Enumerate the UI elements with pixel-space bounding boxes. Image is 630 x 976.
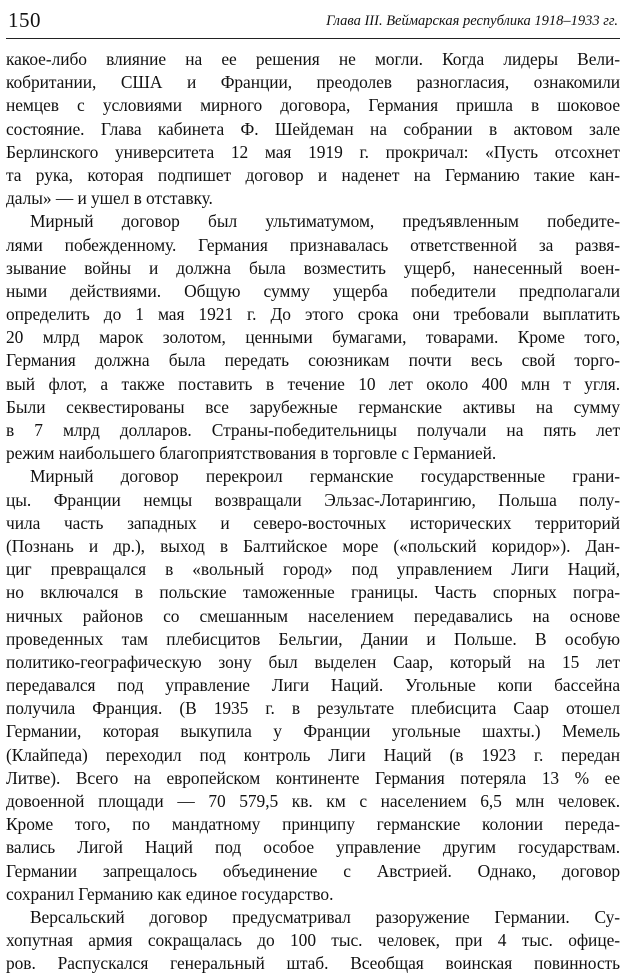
text-line: хопутная армия сокращалась до 100 тыс. человек, при 4 тыс. офице- (6, 930, 620, 951)
text-line: Мирный договор перекроил германские государственные грани- (30, 466, 620, 487)
text-line: передавался под управление Лиги Наций. Угольные копи бассейна (6, 675, 620, 696)
text-line: режим наибольшего благоприятствования в торговле с Германией. (6, 443, 497, 464)
text-line: лями побежденному. Германия признавалась ответственной за развя- (6, 234, 620, 255)
body-text (6, 48, 620, 976)
text-line: какое-либо влияние на ее решения не могли. Когда лидеры Вели- (6, 49, 620, 69)
text-line: кобритании, США и Франции, преодолев разногласия, ознакомили (6, 72, 620, 93)
text-line: Литве). Всего на европейском континенте Германия потеряла 13 % ее (6, 767, 620, 788)
text-line: определить до 1 мая 1921 г. До этого срока они требовали выплатить (6, 304, 620, 325)
text-line: вый флот, а также поставить в течение 10 лет около 400 млн т угля. (6, 373, 620, 394)
running-title: Глава III. Веймарская республика 1918–1933 гг. (326, 13, 618, 29)
text-line: в 7 млрд долларов. Страны-победительницы получали на пять лет (6, 420, 620, 440)
text-line: Германия должна была передать союзникам почти весь свой торго- (6, 350, 620, 371)
page-number: 150 (8, 8, 41, 32)
text-line: сохранил Германию как единое государство. (6, 883, 334, 904)
text-line: политико-географическую зону был выделен Саар, который на 15 лет (6, 651, 620, 672)
paragraph (6, 465, 620, 906)
text-line: зывание войны и должна была возместить ущерб, нанесенный воен- (6, 257, 620, 278)
text-line: (Познань и др.), выход в Балтийское море («польский коридор»). Дан- (6, 535, 620, 556)
text-line: 20 млрд марок золотом, ценными бумагами, товарами. Кроме того, (6, 327, 620, 348)
text-line: та рука, которая подпишет договор и наденет на Германию такие кан- (6, 164, 620, 185)
text-line: Германии запрещалось объединение с Австрией. Однако, договор (6, 860, 620, 881)
text-line: циг превращался в «вольный город» под управлением Лиги Наций, (6, 559, 620, 580)
text-line: Версальский договор предусматривал разоружение Германии. Су- (30, 906, 620, 927)
text-line: получила Франция. (В 1935 г. в результате плебисцита Саар отошел (6, 698, 620, 719)
text-line: чила часть западных и северо-восточных исторических территорий (6, 512, 620, 533)
paragraph (6, 48, 620, 210)
paragraph (6, 906, 620, 976)
text-line: проведенных там плебисцитов Бельгии, Дании и Польше. В особую (6, 628, 620, 649)
text-line: цы. Франции немцы возвращали Эльзас-Лотарингию, Польша полу- (6, 489, 620, 510)
text-line: вались Лигой Наций под особое управление другим государствам. (6, 837, 620, 858)
text-line: ров. Распускался генеральный штаб. Всеобщая воинская повинность (6, 953, 620, 974)
text-line: ничных районов со смешанным населением передавались на основе (6, 605, 620, 626)
text-line: немцев с условиями мирного договора, Германия пришла в шоковое (6, 95, 620, 116)
text-line: (Клайпеда) переходил под контроль Лиги Наций (в 1923 г. передан (6, 744, 620, 765)
text-line: Мирный договор был ультиматумом, предъявленным победите- (30, 211, 620, 232)
text-line: довоенной площади — 70 579,5 кв. км с населением 6,5 млн человек. (6, 791, 620, 811)
page-header (6, 6, 620, 39)
text-line: но включался в польские таможенные границы. Часть спорных погра- (6, 582, 620, 603)
text-line: Берлинского университета 12 мая 1919 г. прокричал: «Пусть отсохнет (6, 141, 620, 162)
text-line: Были секвестированы все зарубежные германские активы на сумму (6, 396, 620, 417)
text-line: далы» — и ушел в отставку. (6, 188, 213, 209)
text-line: Кроме того, по мандатному принципу германские колонии переда- (6, 814, 620, 835)
text-line: состояние. Глава кабинета Ф. Шейдеман на собрании в актовом зале (6, 118, 620, 139)
text-line: ными действиями. Общую сумму ущерба победители предполагали (6, 280, 620, 301)
paragraph (6, 210, 620, 465)
text-line: Германии, которая выкупила у Франции угольные шахты.) Мемель (6, 721, 620, 742)
